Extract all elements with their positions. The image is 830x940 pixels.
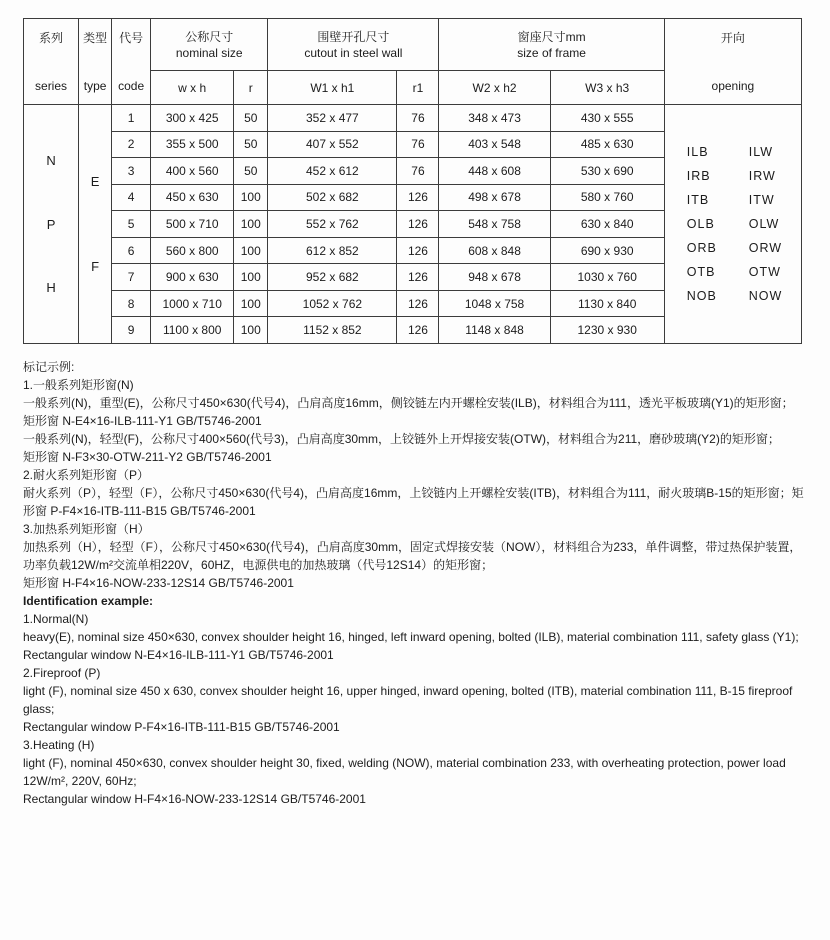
cell-r1: 126	[397, 317, 439, 344]
cell-wxh: 1100 x 800	[151, 317, 234, 344]
note-line: light (F), nominal 450×630, convex shoulder height 30, fixed, welding (NOW), material combination 233, with overheating protection, power load 12W/m², 220V, 60Hz;	[23, 756, 786, 788]
note-line: 矩形窗 H-F4×16-NOW-233-12S14 GB/T5746-2001	[23, 576, 294, 590]
opening-code: OTB	[686, 265, 716, 279]
series-column-cell	[24, 105, 79, 344]
header-cutout-en: cutout in steel wall	[304, 45, 403, 60]
cell-w1h1: 612 x 852	[268, 237, 397, 264]
cell-wxh: 355 x 500	[151, 131, 234, 158]
header-frame	[439, 19, 664, 71]
header-nominal-zh: 公称尺寸	[185, 29, 234, 44]
table-row	[24, 105, 802, 132]
cell-wxh: 1000 x 710	[151, 290, 234, 317]
cell-r: 100	[234, 237, 268, 264]
cell-w1h1: 502 x 682	[268, 184, 397, 211]
cell-r1: 126	[397, 184, 439, 211]
cell-wxh: 560 x 800	[151, 237, 234, 264]
cell-w2h2: 1048 x 758	[439, 290, 550, 317]
subheader-w2h2: W2 x h2	[439, 71, 550, 105]
header-nominal-size	[151, 19, 268, 71]
opening-pair	[687, 145, 799, 159]
note-line: light (F), nominal size 450 x 630, convex shoulder height 16, upper hinged, inward opening, bolted (ITB), material combination 111, B-15 fireproof glass;	[23, 684, 793, 716]
header-code	[112, 19, 151, 105]
cell-w2h2: 548 x 758	[439, 211, 550, 238]
note-line: heavy(E), nominal size 450×630, convex shoulder height 16, hinged, left inward opening, bolted (ILB), material combination 111, safety glass (Y1);	[23, 630, 799, 644]
cell-w3h3: 485 x 630	[550, 131, 664, 158]
cell-w2h2: 348 x 473	[439, 105, 550, 132]
cell-w2h2: 498 x 678	[439, 184, 550, 211]
cell-code: 4	[112, 184, 151, 211]
cell-r: 50	[234, 158, 268, 185]
cell-w3h3: 580 x 760	[550, 184, 664, 211]
type-letter: E	[90, 174, 100, 190]
cell-w1h1: 1152 x 852	[268, 317, 397, 344]
note-line: 矩形窗 N-E4×16-ILB-111-Y1 GB/T5746-2001	[23, 414, 262, 428]
opening-code: ILB	[686, 145, 709, 159]
header-type-zh: 类型	[83, 30, 108, 45]
cell-w1h1: 452 x 612	[268, 158, 397, 185]
cell-w3h3: 690 x 930	[550, 237, 664, 264]
cell-r1: 126	[397, 264, 439, 291]
subheader-w3h3: W3 x h3	[550, 71, 664, 105]
cell-r: 100	[234, 264, 268, 291]
note-line: Identification example:	[23, 594, 154, 608]
opening-pair	[687, 193, 799, 207]
opening-code: NOW	[748, 289, 783, 303]
opening-code: OTW	[748, 265, 781, 279]
header-cutout	[268, 19, 439, 71]
header-opening-zh: 开向	[720, 30, 745, 45]
cell-r: 50	[234, 105, 268, 132]
opening-pair	[687, 217, 799, 231]
header-type	[79, 19, 112, 105]
header-series	[24, 19, 79, 105]
opening-code: IRB	[686, 169, 711, 183]
cell-r: 100	[234, 317, 268, 344]
cell-w3h3: 530 x 690	[550, 158, 664, 185]
header-code-zh: 代号	[119, 30, 144, 45]
type-letter: F	[91, 258, 100, 274]
cell-code: 3	[112, 158, 151, 185]
note-line: 矩形窗 N-F3×30-OTW-211-Y2 GB/T5746-2001	[23, 450, 272, 464]
cell-r1: 76	[397, 158, 439, 185]
note-line: 耐火系列（P），轻型（F），公称尺寸450×630(代号4)，凸肩高度16mm，上铰链内上开螺栓安装(ITB)，材料组合为111，耐火玻璃B-15的矩形窗；矩形窗 P-F4×16-ITB-111-B15 GB/T5746-2001	[23, 486, 804, 518]
cell-r: 100	[234, 211, 268, 238]
identification-notes	[23, 358, 810, 808]
cell-wxh: 900 x 630	[151, 264, 234, 291]
note-line: 一般系列(N)，重型(E)，公称尺寸450×630(代号4)，凸肩高度16mm，侧铰链左内开螺栓安装(ILB)，材料组合为111，透光平板玻璃(Y1)的矩形窗；	[23, 396, 794, 410]
opening-code: OLW	[748, 217, 780, 231]
cell-w2h2: 948 x 678	[439, 264, 550, 291]
spec-table	[23, 18, 802, 344]
cell-wxh: 300 x 425	[151, 105, 234, 132]
opening-code: OLB	[686, 217, 715, 231]
header-opening-en: opening	[711, 78, 755, 93]
cell-w3h3: 1230 x 930	[550, 317, 664, 344]
opening-code: NOB	[686, 289, 717, 303]
cell-w1h1: 552 x 762	[268, 211, 397, 238]
cell-r1: 126	[397, 211, 439, 238]
cell-w3h3: 1130 x 840	[550, 290, 664, 317]
opening-code: ILW	[748, 145, 774, 159]
cell-w1h1: 407 x 552	[268, 131, 397, 158]
note-line: 2.耐火系列矩形窗（P）	[23, 468, 150, 482]
opening-pair	[687, 241, 799, 255]
cell-wxh: 450 x 630	[151, 184, 234, 211]
note-line: 1.一般系列矩形窗(N)	[23, 378, 134, 392]
series-letter: N	[46, 153, 56, 169]
note-line: Rectangular window N-E4×16-ILB-111-Y1 GB/T5746-2001	[23, 648, 334, 662]
cell-w1h1: 352 x 477	[268, 105, 397, 132]
opening-code: ORW	[748, 241, 783, 255]
note-line: Rectangular window P-F4×16-ITB-111-B15 GB/T5746-2001	[23, 720, 340, 734]
cell-code: 9	[112, 317, 151, 344]
subheader-wxh: w x h	[151, 71, 234, 105]
header-series-zh: 系列	[39, 30, 64, 45]
opening-code: IRW	[748, 169, 776, 183]
subheader-w1h1: W1 x h1	[268, 71, 397, 105]
cell-w1h1: 1052 x 762	[268, 290, 397, 317]
opening-pair	[687, 265, 799, 279]
note-line: 加热系列（H），轻型（F），公称尺寸450×630(代号4)，凸肩高度30mm，固定式焊接安装（NOW），材料组合为233，单件调整，带过热保护装置，功率负载12W/m²交流单相220V，60HZ，电源供电的加热玻璃（代号12S14）的矩形窗；	[23, 540, 802, 572]
header-type-en: type	[83, 78, 107, 93]
cell-code: 5	[112, 211, 151, 238]
opening-pair	[687, 169, 799, 183]
cell-w3h3: 630 x 840	[550, 211, 664, 238]
note-line: 2.Fireproof (P)	[23, 666, 101, 680]
cell-code: 1	[112, 105, 151, 132]
note-line: 一般系列(N)，轻型(F)，公称尺寸400×560(代号3)，凸肩高度30mm，上铰链外上开焊接安装(OTW)，材料组合为211，磨砂玻璃(Y2)的矩形窗；	[23, 432, 780, 446]
note-line: 3.加热系列矩形窗（H）	[23, 522, 150, 536]
cell-code: 7	[112, 264, 151, 291]
subheader-r: r	[234, 71, 268, 105]
header-cutout-zh: 围壁开孔尺寸	[317, 29, 390, 44]
header-frame-zh: 窗座尺寸mm	[517, 29, 586, 44]
opening-pair	[687, 289, 799, 303]
type-column-cell	[79, 105, 112, 344]
header-series-en: series	[35, 78, 68, 93]
cell-w2h2: 448 x 608	[439, 158, 550, 185]
cell-code: 2	[112, 131, 151, 158]
note-line: Rectangular window H-F4×16-NOW-233-12S14 GB/T5746-2001	[23, 792, 366, 806]
cell-w2h2: 608 x 848	[439, 237, 550, 264]
cell-wxh: 500 x 710	[151, 211, 234, 238]
series-letter: P	[46, 216, 56, 232]
cell-r: 100	[234, 184, 268, 211]
opening-column-cell	[664, 105, 801, 344]
cell-r1: 76	[397, 105, 439, 132]
subheader-r1: r1	[397, 71, 439, 105]
cell-w1h1: 952 x 682	[268, 264, 397, 291]
header-opening	[664, 19, 801, 105]
header-code-en: code	[118, 78, 145, 93]
note-line: 3.Heating (H)	[23, 738, 95, 752]
opening-code: ITW	[748, 193, 775, 207]
opening-code: ORB	[686, 241, 717, 255]
note-line: 标记示例:	[23, 360, 75, 374]
cell-code: 6	[112, 237, 151, 264]
cell-r1: 76	[397, 131, 439, 158]
cell-code: 8	[112, 290, 151, 317]
cell-wxh: 400 x 560	[151, 158, 234, 185]
header-nominal-en: nominal size	[175, 45, 243, 60]
cell-w3h3: 1030 x 760	[550, 264, 664, 291]
cell-w2h2: 1148 x 848	[439, 317, 550, 344]
cell-r: 100	[234, 290, 268, 317]
opening-code: ITB	[686, 193, 710, 207]
cell-w3h3: 430 x 555	[550, 105, 664, 132]
cell-r1: 126	[397, 290, 439, 317]
cell-w2h2: 403 x 548	[439, 131, 550, 158]
note-line: 1.Normal(N)	[23, 612, 89, 626]
cell-r1: 126	[397, 237, 439, 264]
cell-r: 50	[234, 131, 268, 158]
series-letter: H	[46, 279, 56, 295]
header-frame-en: size of frame	[517, 45, 586, 60]
